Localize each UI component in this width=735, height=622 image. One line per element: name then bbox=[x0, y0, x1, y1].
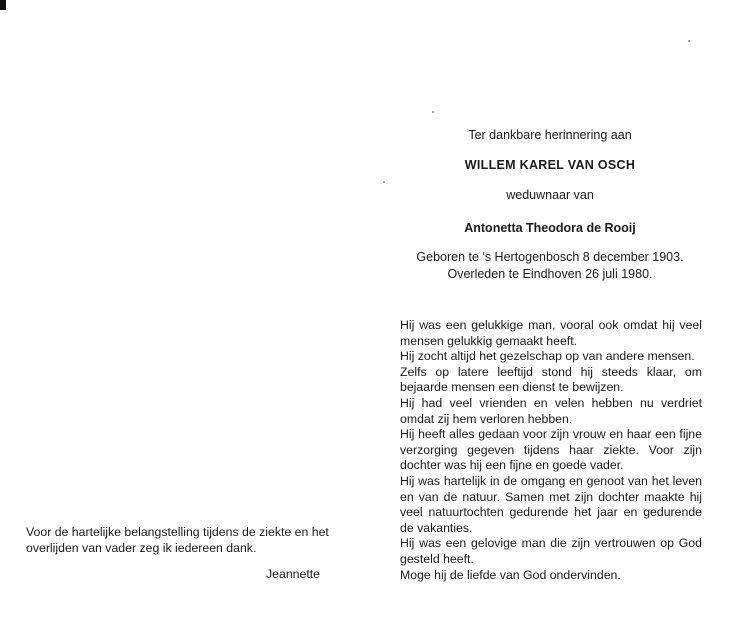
corner-scan-mark bbox=[0, 0, 6, 10]
deceased-name: WILLEM KAREL VAN OSCH bbox=[464, 158, 636, 172]
memorial-text bbox=[400, 318, 702, 583]
memorial-paragraph: Hij had veel vrienden en velen hebben nu verdriet omdat zij hem verloren hebben. bbox=[400, 395, 702, 426]
death-line: Overleden te Eindhoven 26 juli 1980. bbox=[447, 267, 653, 281]
signature: Jeannette bbox=[266, 567, 321, 581]
widower-line: weduwnaar van bbox=[506, 188, 594, 202]
thanks-text: Voor de hartelijke belangstelling tijdens de ziekte en het overlijden van vader zeg ik iedereen dank. bbox=[26, 525, 329, 555]
memorial-paragraph: Hij heeft alles gedaan voor zijn vrouw en haar een fijne verzorging gegeven tijdens haar ziekte. Voor zijn dochter was hij een fijne en goede vader. bbox=[400, 427, 702, 473]
memorial-paragraph: Zelfs op latere leeftijd stond hij steeds klaar, om bejaarde mensen een dienst te bewijzen. bbox=[400, 364, 702, 395]
thanks-note bbox=[26, 524, 336, 556]
spouse-name: Antonetta Theodora de Rooij bbox=[464, 221, 636, 235]
intro-line: Ter dankbare herinnering aan bbox=[468, 128, 632, 142]
memorial-paragraph: Moge hij de liefde van God ondervinden. bbox=[400, 567, 621, 582]
scan-speck bbox=[383, 181, 385, 183]
memorial-paragraph: Hij zocht altijd het gezelschap op van andere mensen. bbox=[400, 349, 695, 364]
scan-speck bbox=[432, 111, 434, 113]
memorial-paragraph: Hij was hartelijk in de omgang en genoot van het leven en van de natuur. Samen met zijn dochter maakte hij veel natuurtochten gedurende het jaar en gedurende de vakanties. bbox=[400, 473, 702, 535]
birth-line: Geboren te 's Hertogenbosch 8 december 1903. bbox=[416, 250, 684, 264]
memorial-paragraph: Hij was een gelukkige man, vooral ook omdat hij veel mensen gelukkig gemaakt heeft. bbox=[400, 318, 702, 348]
memorial-paragraph: Hij was een gelovige man die zijn vertrouwen op God gesteld heeft. bbox=[400, 536, 702, 566]
scan-speck bbox=[688, 40, 690, 42]
